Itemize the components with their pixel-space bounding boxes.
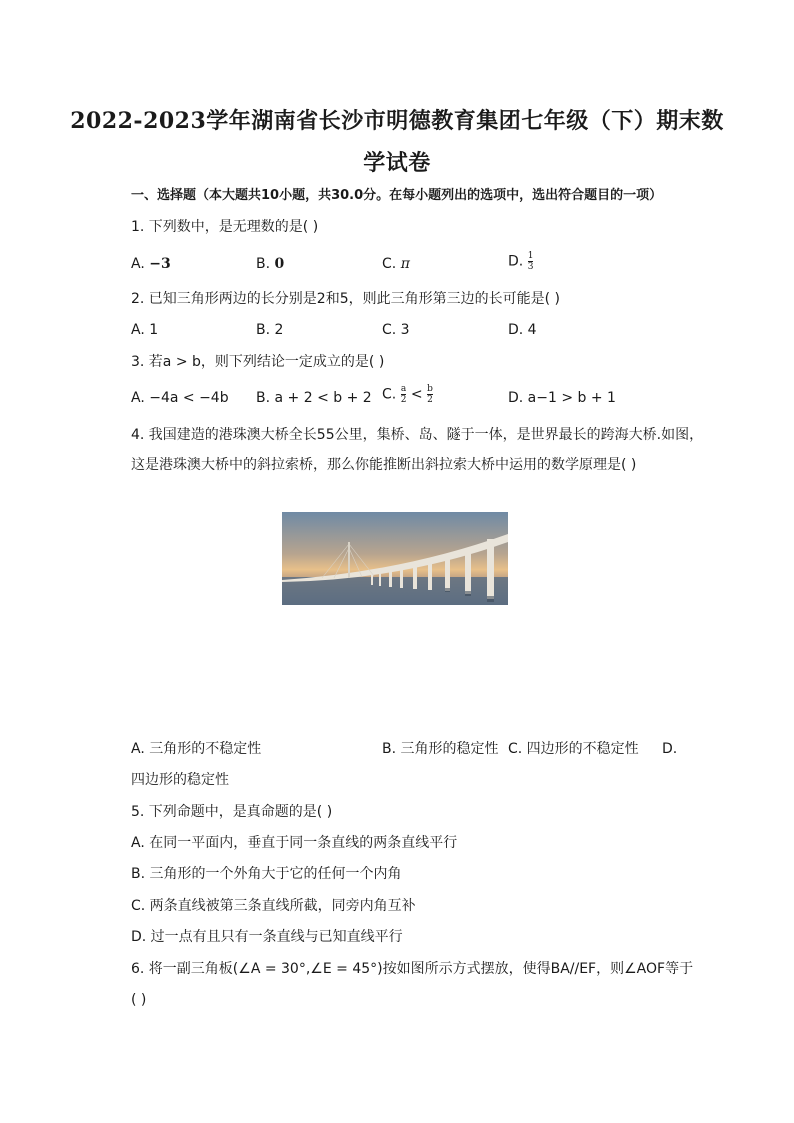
section-heading: 一、选择题（本大题共10小题，共30.0分。在每小题列出的选项中，选出符合题目的一项） <box>131 188 663 203</box>
question-3-stem: 3. 若a > b，则下列结论一定成立的是( ) <box>131 354 385 370</box>
exam-title-line1: 2022-2023学年湖南省长沙市明德教育集团七年级（下）期末数 <box>70 108 724 134</box>
question-4-stem-line1: 4. 我国建造的港珠澳大桥全长55公里，集桥、岛、隧于一体，是世界最长的跨海大桥.如图， <box>131 427 704 443</box>
question-2-option-c: C. 3 <box>382 322 410 338</box>
question-4-option-a: A. 三角形的不稳定性 <box>131 741 262 757</box>
fraction-b-over-2: $\frac{b}{2}$ <box>427 384 433 405</box>
question-3-option-d: D. a−1 > b + 1 <box>508 390 616 406</box>
question-4-option-c: C. 四边形的不稳定性 <box>508 741 639 757</box>
question-2-stem: 2. 已知三角形两边的长分别是2和5，则此三角形第三边的长可能是( ) <box>131 291 560 307</box>
question-5-stem: 5. 下列命题中，是真命题的是( ) <box>131 804 333 820</box>
exam-title-line2: 学试卷 <box>363 150 431 176</box>
question-6-stem-line2: ( ) <box>131 992 147 1008</box>
question-1-option-b: B. 0 <box>256 256 285 272</box>
question-3-option-a: A. −4a < −4b <box>131 390 229 406</box>
question-1-option-c: C. π <box>382 256 410 272</box>
question-4-option-d: D. <box>662 741 678 757</box>
question-1-option-a: A. −3 <box>131 256 171 272</box>
question-5-option-d: D. 过一点有且只有一条直线与已知直线平行 <box>131 929 403 945</box>
question-3-option-c: C. $\frac{a}{2}$ < $\frac{b}{2}$ <box>382 384 433 405</box>
question-2-option-d: D. 4 <box>508 322 537 338</box>
question-2-option-a: A. 1 <box>131 322 159 338</box>
question-1-option-d: D. $\frac{1}{3}$ <box>508 251 534 272</box>
question-1-stem: 1. 下列数中，是无理数的是( ) <box>131 219 319 235</box>
question-5-option-c: C. 两条直线被第三条直线所截，同旁内角互补 <box>131 898 416 914</box>
question-4-stem-line2: 这是港珠澳大桥中的斜拉索桥，那么你能推断出斜拉索大桥中运用的数学原理是( ) <box>131 457 637 473</box>
question-4-option-b: B. 三角形的稳定性 <box>382 741 499 757</box>
cable-stayed-bridge-image <box>282 512 508 605</box>
question-6-stem-line1: 6. 将一副三角板(∠A = 30°,∠E = 45°)按如图所示方式摆放，使得BA//EF，则∠AOF等于 <box>131 961 694 977</box>
question-2-option-b: B. 2 <box>256 322 284 338</box>
fraction-one-third: $\frac{1}{3}$ <box>527 251 534 272</box>
fraction-a-over-2: $\frac{a}{2}$ <box>400 384 407 405</box>
bridge-photo <box>282 512 508 605</box>
question-5-option-a: A. 在同一平面内，垂直于同一条直线的两条直线平行 <box>131 835 458 851</box>
question-3-option-b: B. a + 2 < b + 2 <box>256 390 372 406</box>
question-4-option-d-text: 四边形的稳定性 <box>131 772 229 788</box>
question-5-option-b: B. 三角形的一个外角大于它的任何一个内角 <box>131 866 402 882</box>
